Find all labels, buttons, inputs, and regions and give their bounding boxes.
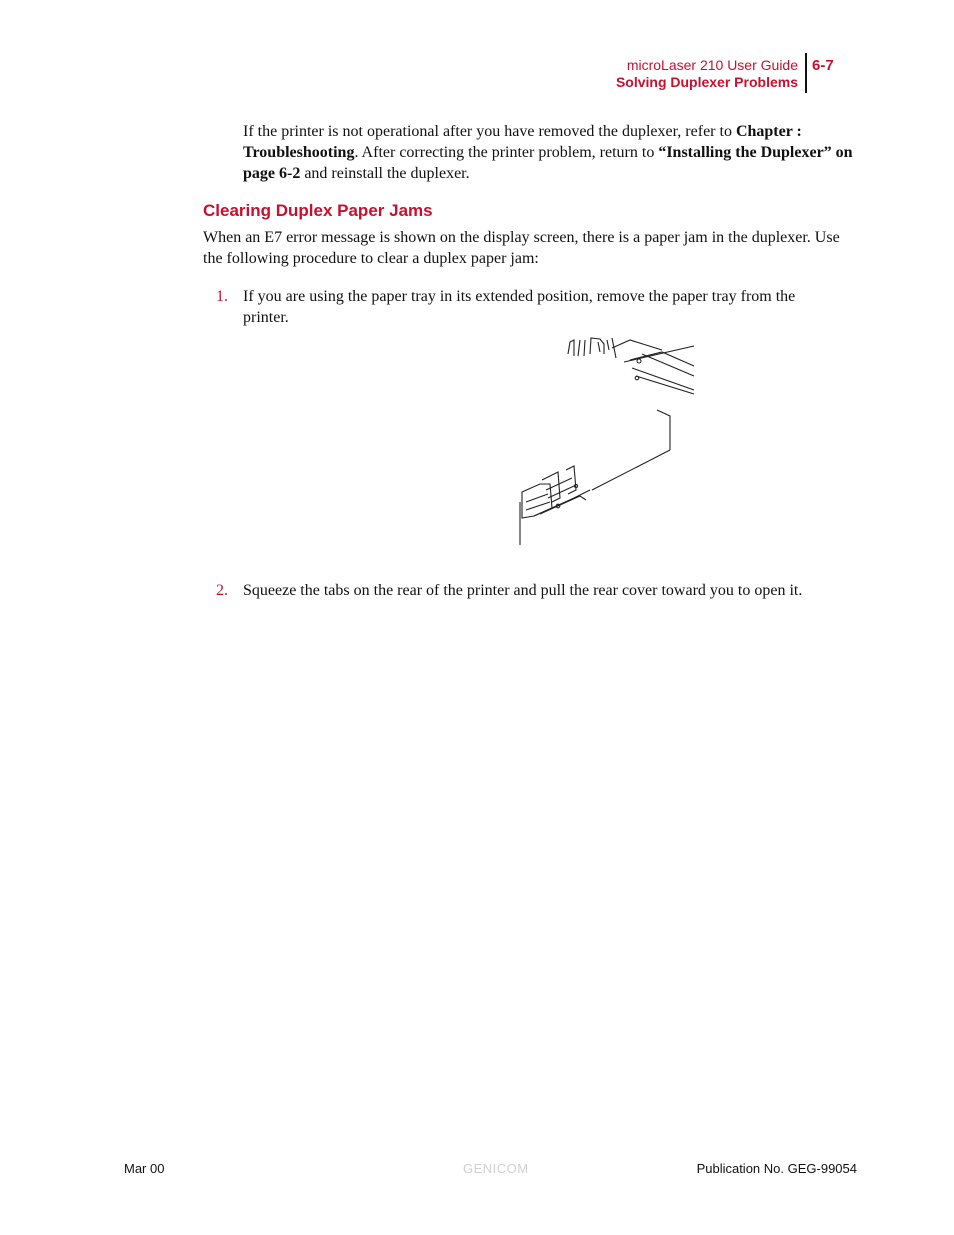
chapter-reference[interactable]: Chapter : Troubleshooting <box>243 123 802 161</box>
running-header <box>616 57 798 91</box>
intro-paragraph <box>243 121 853 184</box>
printer-paper-tray-illustration <box>512 330 702 550</box>
footer-date: Mar 00 <box>124 1161 165 1176</box>
intro-text-1: If the printer is not operational after you have removed the duplexer, refer to <box>243 123 736 140</box>
step-2-text: Squeeze the tabs on the rear of the printer and pull the rear cover toward you to open it. <box>243 582 803 599</box>
guide-title: microLaser 210 User Guide <box>626 57 798 73</box>
intro-text-3: and reinstall the duplexer. <box>300 165 470 182</box>
step-2-number: 2. <box>216 582 228 599</box>
step-1-number: 1. <box>216 288 228 305</box>
footer-publication: Publication No. GEG-99054 <box>696 1161 857 1176</box>
footer-brand-watermark: GENICOM <box>463 1161 529 1176</box>
header-divider <box>805 53 807 93</box>
installing-duplexer-link[interactable]: “Installing the Duplexer” on page 6-2 <box>243 144 853 182</box>
section-heading: Clearing Duplex Paper Jams <box>203 201 433 220</box>
page-number: 6-7 <box>812 57 834 74</box>
step-1-text: If you are using the paper tray in its extended position, remove the paper tray from the printer. <box>243 288 796 326</box>
intro-text-2: . After correcting the printer problem, return to <box>354 144 659 161</box>
section-intro-paragraph: When an E7 error message is shown on the display screen, there is a paper jam in the duplexer. Use the following procedure to clear a duplex paper jam: <box>203 229 840 267</box>
section-title: Solving Duplexer Problems <box>615 74 798 90</box>
